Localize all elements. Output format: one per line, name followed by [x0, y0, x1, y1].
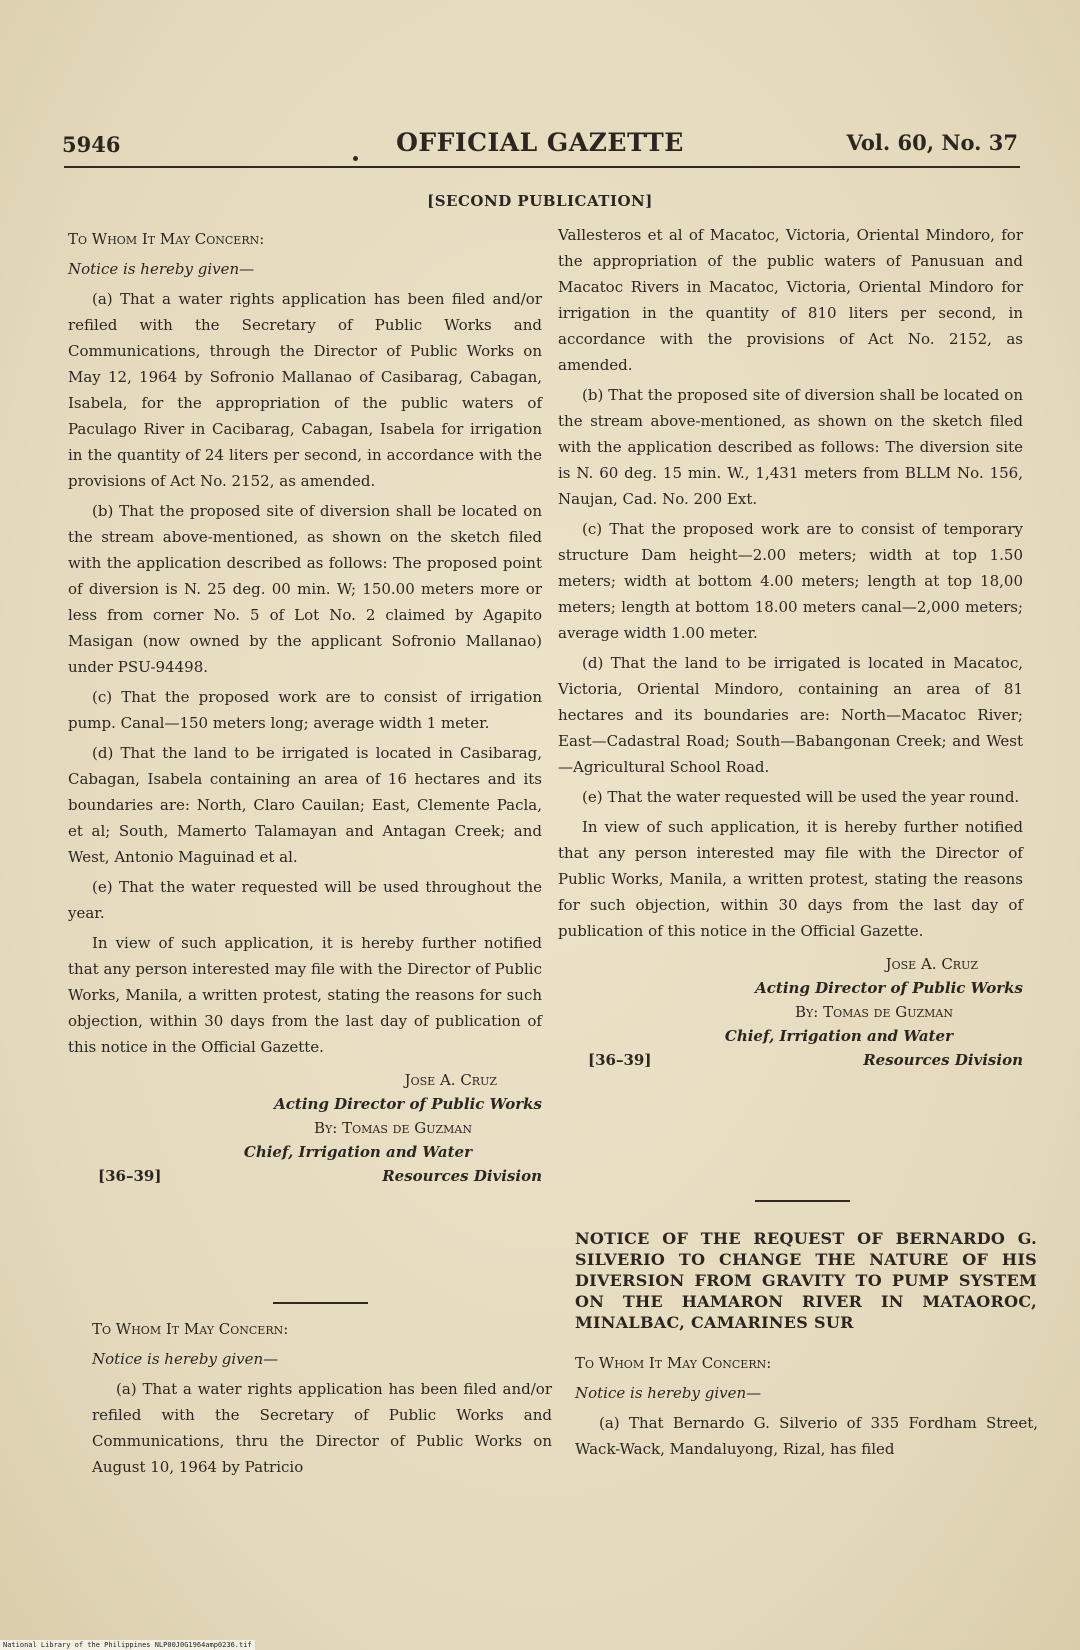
- header-rule: [64, 166, 1020, 168]
- paragraph-a: (a) That Bernardo G. Silverio of 335 Fordham Street, Wack-Wack, Mandaluyong, Rizal, has filed: [575, 1414, 1038, 1458]
- notice-1: [68, 226, 542, 1190]
- gazette-title: OFFICIAL GAZETTE: [396, 128, 684, 157]
- signature-block: [68, 1068, 542, 1190]
- notice-2-start: [92, 1316, 552, 1484]
- separator-rule: [273, 1302, 368, 1304]
- paragraph-d: (d) That the land to be irrigated is located in Casibarag, Cabagan, Isabela containing an area of 16 hectares and its boundaries are: North, Claro Cauilan; East, Clemente Pacla, et al; South, Mamerto Talamayan and Antagan Creek; and West, Antonio Maguinad et al.: [68, 744, 542, 866]
- notice-intro: Notice is hereby given—: [575, 1384, 762, 1402]
- signatory-by: By: Tomas de Guzman: [314, 1119, 472, 1137]
- paragraph-a-cont: Vallesteros et al of Macatoc, Victoria, Oriental Mindoro, for the appropriation of the public waters of Panusuan and Macatoc Rivers in Macatoc, Victoria, Oriental Mindoro for irrigation in the quantity of 810 liters per second, in accordance with the provisions of Act No. 2152, as amended.: [558, 226, 1023, 374]
- signatory-name: Jose A. Cruz: [404, 1071, 497, 1089]
- notice-3-caption: NOTICE OF THE REQUEST OF BERNARDO G. SILVERIO TO CHANGE THE NATURE OF HIS DIVERSION FROM GRAVITY TO PUMP SYSTEM ON THE HAMARON RIVER IN MATAOROC, MINALBAC, CAMARINES SUR: [575, 1229, 1037, 1332]
- paragraph-view: In view of such application, it is hereby further notified that any person interested may file with the Director of Public Works, Manila, a written protest, stating the reasons for such objection, within 30 days from the last day of publication of this notice in the Official Gazette.: [68, 934, 542, 1056]
- signatory-chief: Chief, Irrigation and Water: [243, 1143, 472, 1161]
- notice-3: [575, 1350, 1038, 1466]
- paragraph-a: (a) That a water rights application has been filed and/or refiled with the Secretary of Public Works and Communications, thru the Director of Public Works on August 10, 1964 by Patricio: [92, 1380, 552, 1476]
- publication-heading: [SECOND PUBLICATION]: [427, 192, 653, 210]
- paragraph-b: (b) That the proposed site of diversion shall be located on the stream above-mentioned, as shown on the sketch filed with the application described as follows: The diversion site is N. 60 deg. 15 min. W., 1,431 meters from BLLM No. 156, Naujan, Cad. No. 200 Ext.: [558, 386, 1023, 508]
- notice-intro: Notice is hereby given—: [92, 1350, 279, 1368]
- issue-code: [36–39]: [588, 1051, 652, 1069]
- signatory-title: Acting Director of Public Works: [755, 979, 1023, 997]
- paragraph-d: (d) That the land to be irrigated is located in Macatoc, Victoria, Oriental Mindoro, containing an area of 81 hectares and its boundaries are: North—Macatoc River; East—Cadastral Road; South—Babangonan Creek; and West—Agricultural School Road.: [558, 654, 1023, 776]
- page-header: [62, 128, 1018, 162]
- issue-code: [36–39]: [98, 1167, 162, 1185]
- signatory-chief: Chief, Irrigation and Water: [724, 1027, 953, 1045]
- paragraph-e: (e) That the water requested will be used throughout the year.: [68, 878, 542, 922]
- signature-block: [558, 952, 1023, 1074]
- notice-intro: Notice is hereby given—: [68, 260, 255, 278]
- page-number: 5946: [62, 132, 121, 157]
- scan-footer: National Library of the Philippines NLP00J0G1964amp0236.tif: [0, 1640, 255, 1650]
- paragraph-e: (e) That the water requested will be used the year round.: [582, 788, 1020, 806]
- salutation: To Whom It May Concern:: [575, 1354, 772, 1372]
- paragraph-view: In view of such application, it is hereby further notified that any person interested may file with the Director of Public Works, Manila, a written protest, stating the reasons for such objection, within 30 days from the last day of publication of this notice in the Official Gazette.: [558, 818, 1023, 940]
- signatory-title: Acting Director of Public Works: [274, 1095, 542, 1113]
- salutation: To Whom It May Concern:: [92, 1320, 289, 1338]
- signatory-division: Resources Division: [863, 1051, 1023, 1069]
- signatory-name: Jose A. Cruz: [885, 955, 978, 973]
- separator-rule: [755, 1200, 850, 1202]
- signatory-division: Resources Division: [382, 1167, 542, 1185]
- paragraph-c: (c) That the proposed work are to consist of temporary structure Dam height—2.00 meters; width at top 1.50 meters; width at bottom 4.00 meters; length at top 18,00 meters; length at bottom 18.00 meters canal—2,000 meters; average width 1.00 meter.: [558, 520, 1023, 642]
- volume-number: Vol. 60, No. 37: [846, 130, 1018, 155]
- paragraph-b: (b) That the proposed site of diversion shall be located on the stream above-mentioned, as shown on the sketch filed with the application described as follows: The proposed point of diversion is N. 25 deg. 00 min. W; 150.00 meters more or less from corner No. 5 of Lot No. 2 claimed by Agapito Masigan (now owned by the applicant Sofronio Mallanao) under PSU-94498.: [68, 502, 542, 676]
- salutation: To Whom It May Concern:: [68, 230, 265, 248]
- signatory-by: By: Tomas de Guzman: [795, 1003, 953, 1021]
- paragraph-c: (c) That the proposed work are to consist of irrigation pump. Canal—150 meters long; average width 1 meter.: [68, 688, 542, 732]
- paragraph-a: (a) That a water rights application has been filed and/or refiled with the Secretary of Public Works and Communications, through the Director of Public Works on May 12, 1964 by Sofronio Mallanao of Casibarag, Cabagan, Isabela, for the appropriation of the public waters of Paculago River in Cacibarag, Cabagan, Isabela for irrigation in the quantity of 24 liters per second, in accordance with the provisions of Act No. 2152, as amended.: [68, 290, 542, 490]
- notice-2-continued: [558, 222, 1023, 1074]
- ink-dot: [353, 156, 358, 161]
